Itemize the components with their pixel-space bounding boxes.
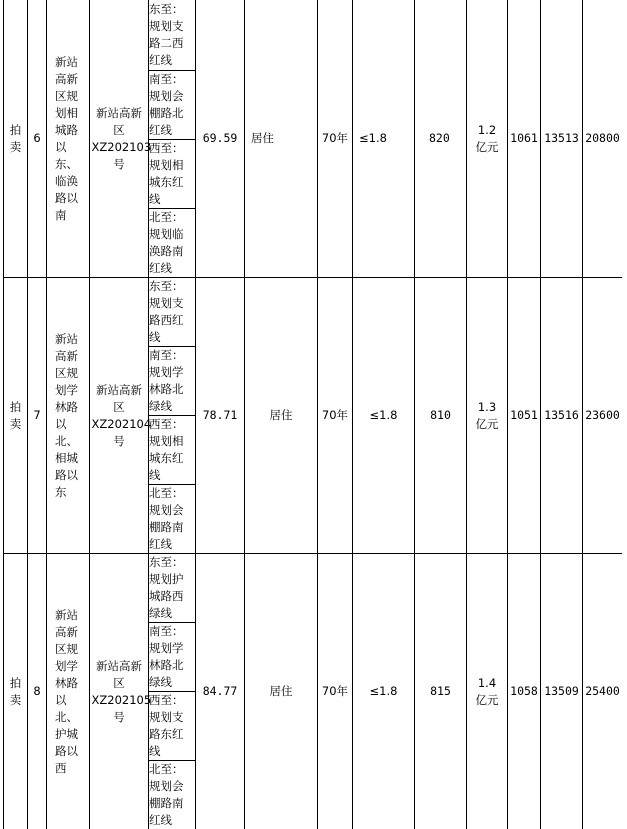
value-4-cell: 23600 <box>583 278 623 554</box>
plot-ratio-cell: ≤1.8 <box>353 278 415 554</box>
value-4-cell: 20800 <box>583 0 623 278</box>
starting-price-cell: 1.3亿元 <box>467 278 508 554</box>
starting-price-cell: 1.4亿元 <box>467 554 508 829</box>
parcel-number-cell: 6 <box>28 0 47 278</box>
parcel-code-cell: 新站高新区XZ202105号 <box>90 554 149 829</box>
auction-method-cell: 拍卖 <box>4 0 28 278</box>
value-1-cell: 810 <box>415 278 467 554</box>
use-years-cell: 70年 <box>318 554 353 829</box>
boundary-east-cell: 东至：规划支路二西红线 <box>149 0 196 71</box>
starting-price-cell: 1.2亿元 <box>467 0 508 278</box>
parcel-location-cell: 新站高新区规划学林路以北、护城路以西 <box>47 554 90 829</box>
boundary-north-cell: 北至：规划会棚路南红线 <box>149 485 196 554</box>
parcel-number-cell: 7 <box>28 278 47 554</box>
value-1-cell: 820 <box>415 0 467 278</box>
value-3-cell: 13513 <box>541 0 583 278</box>
area-cell: 78.71 <box>196 278 245 554</box>
area-cell: 84.77 <box>196 554 245 829</box>
parcel-code-cell: 新站高新区XZ202104号 <box>90 278 149 554</box>
boundary-west-cell: 西至：规划相城东红线 <box>149 140 196 209</box>
table-row-8 <box>4 554 623 829</box>
boundary-south-cell: 南至：规划学林路北绿线 <box>149 623 196 692</box>
boundary-west-cell: 西至：规划相城东红线 <box>149 416 196 485</box>
use-years-cell: 70年 <box>318 278 353 554</box>
area-cell: 69.59 <box>196 0 245 278</box>
value-2-cell: 1061 <box>508 0 541 278</box>
value-2-cell: 1051 <box>508 278 541 554</box>
land-use-cell: 居住 <box>245 0 318 278</box>
boundary-north-cell: 北至：规划会棚路南红线 <box>149 761 196 829</box>
value-1-cell: 815 <box>415 554 467 829</box>
value-4-cell: 25400 <box>583 554 623 829</box>
parcel-code-cell: 新站高新区XZ202103号 <box>90 0 149 278</box>
parcel-location-cell: 新站高新区规划学林路以北、相城路以东 <box>47 278 90 554</box>
parcel-location-cell: 新站高新区规划相城路以东、临涣路以南 <box>47 0 90 278</box>
table-row-6 <box>4 0 623 278</box>
value-2-cell: 1058 <box>508 554 541 829</box>
land-use-cell: 居住 <box>245 278 318 554</box>
auction-method-cell: 拍卖 <box>4 554 28 829</box>
use-years-cell: 70年 <box>318 0 353 278</box>
auction-method-cell: 拍卖 <box>4 278 28 554</box>
plot-ratio-cell: ≤1.8 <box>353 554 415 829</box>
plot-ratio-cell: ≤1.8 <box>353 0 415 278</box>
boundary-north-cell: 北至：规划临涣路南红线 <box>149 209 196 278</box>
boundary-south-cell: 南至：规划学林路北绿线 <box>149 347 196 416</box>
land-use-cell: 居住 <box>245 554 318 829</box>
table-row-7 <box>4 278 623 554</box>
parcel-number-cell: 8 <box>28 554 47 829</box>
land-auction-table-wrap <box>3 0 622 829</box>
boundary-east-cell: 东至：规划护城路西绿线 <box>149 554 196 623</box>
value-3-cell: 13516 <box>541 278 583 554</box>
boundary-east-cell: 东至：规划支路西红线 <box>149 278 196 347</box>
value-3-cell: 13509 <box>541 554 583 829</box>
land-auction-table <box>3 0 622 829</box>
boundary-south-cell: 南至：规划会棚路北红线 <box>149 71 196 140</box>
boundary-west-cell: 西至：规划支路东红线 <box>149 692 196 761</box>
